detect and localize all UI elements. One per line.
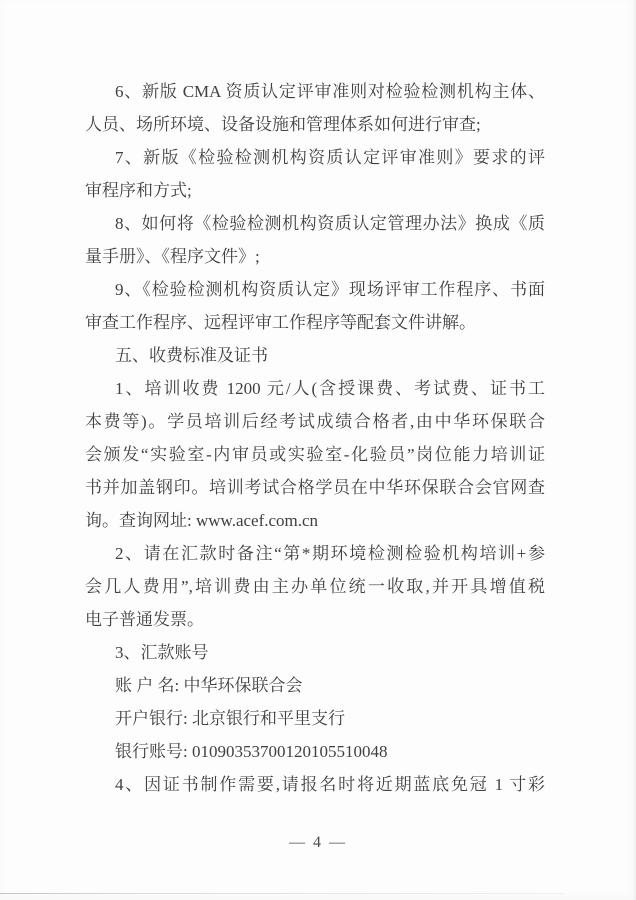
text-line: 书并加盖钢印。培训考试合格学员在中华环保联合会官网查 (85, 478, 545, 497)
text-line: 开户银行: 北京银行和平里支行 (115, 709, 345, 728)
text-line: 7、新版《检验检测机构资质认定评审准则》要求的评 (115, 148, 545, 167)
text-line: 8、如何将《检验检测机构资质认定管理办法》换成《质 (115, 214, 545, 233)
text-line: 2、请在汇款时备注“第*期环境检测检验机构培训+参 (115, 544, 545, 563)
scan-edge-bottom-line (0, 893, 565, 895)
text-line: 9、《检验检测机构资质认定》现场评审工作程序、书面 (115, 280, 545, 299)
page-number: — 4 — (289, 834, 347, 851)
text-line: 1、培训收费 1200 元/人(含授课费、考试费、证书工 (115, 379, 545, 398)
text-line: 会几人费用”,培训费由主办单位统一收取,并开具增值税 (85, 577, 545, 596)
text-line: 账 户 名: 中华环保联合会 (115, 676, 303, 695)
text-line: 审程序和方式; (85, 181, 192, 200)
text-line: 3、汇款账号 (115, 643, 209, 662)
text-line: 电子普通发票。 (85, 610, 204, 629)
text-line: 银行账号: 01090353700120105510048 (115, 742, 388, 761)
document-body (85, 75, 545, 801)
text-line: 人员、场所环境、设备设施和管理体系如何进行审查; (85, 115, 481, 134)
text-line: 审查工作程序、远程评审工作程序等配套文件讲解。 (85, 313, 476, 332)
text-line: 五、收费标准及证书 (115, 346, 268, 365)
text-line: 4、因证书制作需要,请报名时将近期蓝底免冠 1 寸彩 (115, 775, 545, 794)
text-line: 本费等)。学员培训后经考试成绩合格者,由中华环保联合 (85, 412, 545, 431)
text-line: 量手册》、《程序文件》; (85, 247, 260, 266)
text-line: 6、新版 CMA 资质认定评审准则对检验检测机构主体、 (115, 82, 545, 101)
text-line: 会颁发“实验室-内审员或实验室-化验员”岗位能力培训证 (85, 445, 545, 464)
text-line: 询。查询网址: www.acef.com.cn (85, 511, 319, 530)
